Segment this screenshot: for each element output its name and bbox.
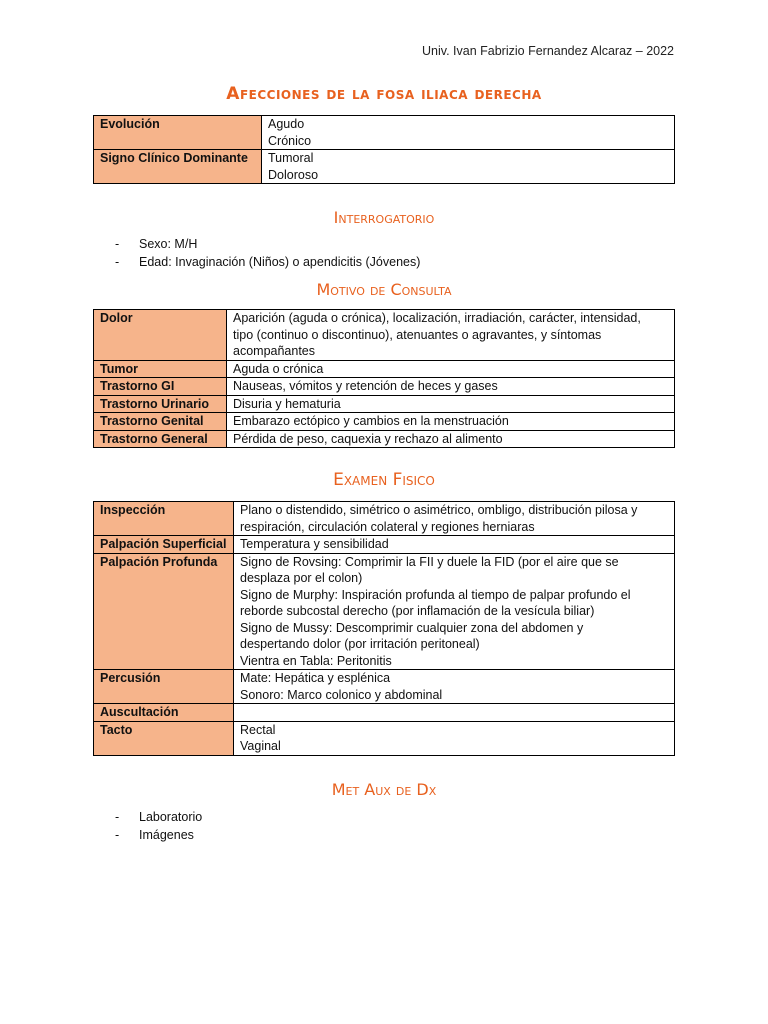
row-value: Embarazo ectópico y cambios en la menstruación [227,413,675,431]
row-label: Trastorno Genital [94,413,227,431]
row-value: Aguda o crónica [227,360,675,378]
row-value: Signo de Rovsing: Comprimir la FII y duele la FID (por el aire que se desplaza por el colon) Signo de Murphy: Inspiración profunda al tiempo de palpar profundo el reborde subcostal derecho (por inflamación de la vesícula biliar) Signo de Mussy: Descomprimir cualquier zona del abdomen y despertando dolor (por irritación peritoneal) Vientra en Tabla: Peritonitis [234,553,675,670]
row-value [262,116,675,150]
page-title: Afecciones de la fosa iliaca derecha [226,84,542,104]
row-value [262,150,675,184]
motivo-table [93,309,675,448]
row-label: Inspección [94,502,234,536]
row-value: Temperatura y sensibilidad [234,536,675,554]
table-row [94,310,675,361]
metaux-list [115,808,202,844]
section-title-motivo: Motivo de Consulta [316,280,452,299]
value-line: Agudo [268,117,305,131]
row-value: Mate: Hepática y esplénica Sonoro: Marco colonico y abdominal [234,670,675,704]
row-label: Palpación Profunda [94,553,234,670]
row-label: Trastorno General [94,430,227,448]
value-line: Tumoral [268,151,314,165]
row-label: Tumor [94,360,227,378]
author-line: Univ. Ivan Fabrizio Fernandez Alcaraz – 2022 [422,44,674,58]
row-value: Rectal Vaginal [234,721,675,755]
table-row [94,150,675,184]
table-row [94,502,675,536]
list-item: - Edad: Invaginación (Niños) o apendicitis (Jóvenes) [115,255,421,269]
row-value: Disuria y hematuria [227,395,675,413]
table-row [94,116,675,150]
section-title-metaux: Met Aux de Dx [331,780,437,799]
examen-table [93,501,675,756]
row-value: Aparición (aguda o crónica), localización, irradiación, carácter, intensidad, tipo (continuo o discontinuo), atenuantes o agravantes, y síntomas acompañantes [227,310,675,361]
value-line: Doloroso [268,167,319,182]
row-label: Palpación Superficial [94,536,234,554]
table-row [94,413,675,431]
interrogatorio-list [115,235,420,271]
table-row [94,430,675,448]
row-value [234,704,675,722]
table-row [94,553,675,670]
row-value: Plano o distendido, simétrico o asimétrico, ombligo, distribución pilosa y respiración, circulación colateral y regiones herniaras [234,502,675,536]
row-label: Evolución [94,116,262,150]
value-line: Crónico [268,133,312,148]
table-row [94,704,675,722]
evolution-table [93,115,675,184]
row-label: Percusión [94,670,234,704]
table-row [94,395,675,413]
section-title-interrogatorio: Interrogatorio [333,208,435,227]
table-row [94,378,675,396]
row-label: Trastorno Urinario [94,395,227,413]
row-label: Dolor [94,310,227,361]
list-item: - Sexo: M/H [115,237,198,251]
row-value: Pérdida de peso, caquexia y rechazo al alimento [227,430,675,448]
table-row [94,536,675,554]
list-item: - Laboratorio [115,810,203,824]
table-row [94,721,675,755]
section-title-examen: Examen Fisico [333,470,435,490]
table-row [94,360,675,378]
row-label: Tacto [94,721,234,755]
row-label: Signo Clínico Dominante [94,150,262,184]
table-row [94,670,675,704]
list-item: - Imágenes [115,828,194,842]
row-value: Nauseas, vómitos y retención de heces y gases [227,378,675,396]
row-label: Auscultación [94,704,234,722]
row-label: Trastorno GI [94,378,227,396]
